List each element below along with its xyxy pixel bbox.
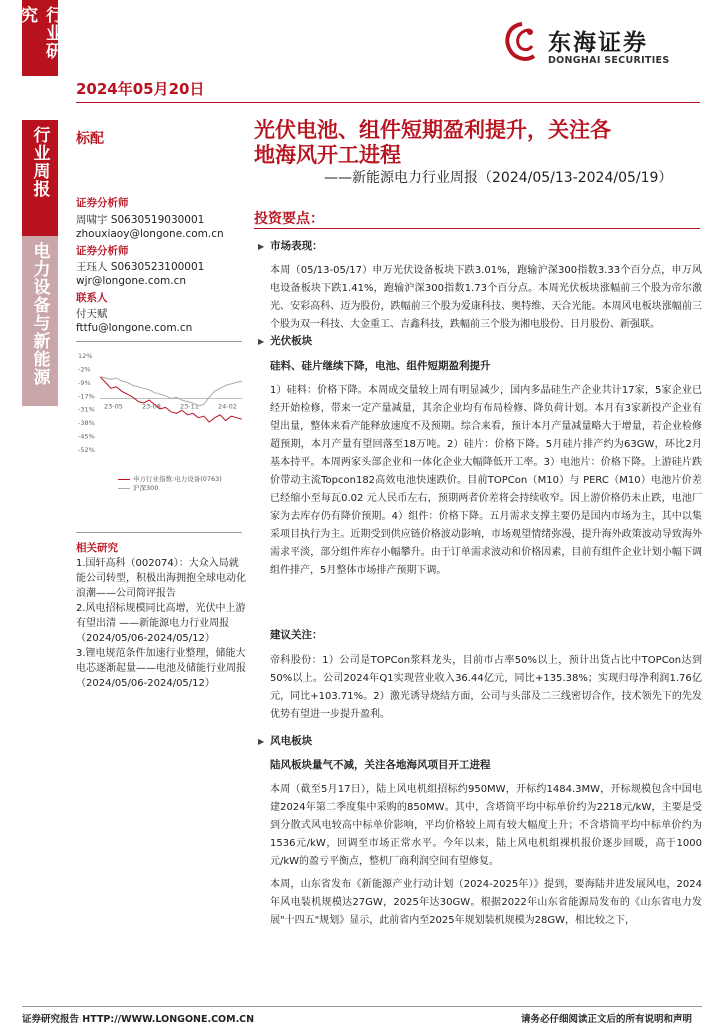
y-tick-label: -31% xyxy=(78,405,95,414)
legend-item-hs300 xyxy=(118,483,222,492)
wind-subheading: 陆风板块量气不减，关注各地海风项目开工进程 xyxy=(270,759,491,771)
header-divider xyxy=(76,102,700,103)
bullet-triangle-icon: ▶ xyxy=(258,337,265,346)
key-points-heading: 投资要点： xyxy=(254,211,324,227)
legend-label-hs300: 沪深300 xyxy=(133,484,159,492)
related-item[interactable]: 2.风电招标规模同比高增，光伏中上游有望出清 ——新能源电力行业周报（2024/05/06-2024/05/12） xyxy=(76,603,246,644)
analyst-1-email[interactable]: zhouxiaoy@longone.com.cn xyxy=(76,228,224,240)
x-tick-label: 23-05 xyxy=(104,402,123,411)
pv-subheading: 硅料、硅片继续下降，电池、组件短期盈利提升 xyxy=(270,360,491,372)
key-points-divider xyxy=(254,228,700,229)
y-tick-label: 12% xyxy=(78,352,93,360)
bullet-triangle-icon: ▶ xyxy=(258,242,265,251)
report-title-line2: 地海风开工进程 xyxy=(254,143,401,167)
contact-name: 付天赋 xyxy=(76,308,108,320)
focus-heading: 建议关注： xyxy=(270,629,323,641)
wind-text-2: 本周，山东省发布《新能源产业行动计划（2024-2025年）》提到，要海陆并进发展风电，2024年风电装机规模达27GW，2025年达30GW。根据2022年山东省能源局发布的《山东省电力发展"十四五"规划》显示，此前省内至2025年规划装机规模为28GW，相比较之下， xyxy=(270,879,702,926)
wind-bullet xyxy=(258,733,312,748)
report-series-label: 行业周报 xyxy=(29,126,50,198)
report-type-label: 行业研究 xyxy=(17,6,62,60)
logo-name: 东海证券 xyxy=(548,30,648,56)
related-heading: 相关研究 xyxy=(76,542,118,554)
sector-band xyxy=(22,236,58,406)
y-tick-label: -45% xyxy=(78,432,95,441)
related-item[interactable]: 1.国轩高科（002074）：大众入局就能公司转型，积极出海拥抱全球电动化浪潮——公司简评报告 xyxy=(76,558,246,599)
chart-legend xyxy=(118,474,222,492)
contact-role: 联系人 xyxy=(76,292,108,304)
logo-subtitle: DONGHAI SECURITIES xyxy=(548,55,670,66)
report-title-line1: 光伏电池、组件短期盈利提升，关注各 xyxy=(254,118,611,142)
focus-text: 帝科股份：1）公司是TOPCon浆料龙头，目前市占率50%以上，预计出货占比中TOPCon达到50%以上。公司2024年Q1实现营业收入36.44亿元，同比+135.38%；实现归母净利润1.76亿元，同比+103.71%。2）激光诱导烧结方面，公司与头部及二三线密切合作，技术领先下的先发优势有望进一步提升盈利。 xyxy=(270,655,702,720)
related-item[interactable]: 3.锂电规范条件加速行业整理，储能大电芯逐渐起量——电池及储能行业周报（2024/05/06-2024/05/12） xyxy=(76,648,246,689)
x-tick-label: 23-08 xyxy=(142,402,161,411)
wind-text-1: 本周（截至5月17日），陆上风电机组招标约950MW，开标约1484.3MW，开标规模包含中国电建2024年第二季度集中采购的850MW。其中，含塔筒平均中标单价约为2218元/kW，主要是受到分散式风电较高中标单价影响，平均价格较上周有较大幅度上升；不含塔筒平均中标单价约为1536元/kW，回调至市场正常水平。今年以来，陆上风电机组裸机报价逐步回暖，高于1000元/kW的盈亏平衡点，整机厂商利润空间有望修复。 xyxy=(270,784,702,867)
x-tick-label: 23-11 xyxy=(180,402,199,411)
y-tick-label: -9% xyxy=(78,378,91,387)
wind-label: 风电板块 xyxy=(270,735,313,747)
legend-label-sector: 申万行业指数:电力设备(0763) xyxy=(133,475,222,483)
chart-divider xyxy=(76,532,242,533)
report-subtitle: ——新能源电力行业周报（2024/05/13-2024/05/19） xyxy=(324,170,673,186)
legend-item-sector xyxy=(118,474,222,483)
analyst-1-name: 周啸宇 S0630519030001 xyxy=(76,214,205,226)
market-bullet xyxy=(258,238,323,253)
analyst-2-role: 证券分析师 xyxy=(76,245,129,257)
analyst-divider xyxy=(76,341,242,342)
analyst-2-email[interactable]: wjr@longone.com.cn xyxy=(76,275,187,287)
contact-email[interactable]: fttfu@longone.com.cn xyxy=(76,322,193,334)
bullet-triangle-icon: ▶ xyxy=(258,737,265,746)
y-tick-label: -17% xyxy=(78,392,95,401)
pv-text: 1）硅料：价格下降。本周成交量较上周有明显减少，国内多晶硅生产企业共计17家，5家企业已经开始检修，带来一定产量减量，其余企业均有布局检修、降负荷计划。本月有3家新投产企业有望出量，整体来看产能释放速度不及预期。综合来看，预计本月产量减量略大于增量，若企业检修超预期，本月产量有望回落至18万吨。2）硅片：价格下降。5月硅片排产约为63GW，环比2月基本持平。本周两家头部企业和一体化企业大幅降低开工率。3）电池片：价格下降。上游硅片跌价带动主流Topcon182高效电池快速跌价。目前TOPCon（M10）与 PERC（M10）电池片价差已经缩小至每瓦0.02 元人民币左右，预期两者价差将会持续收窄。因上游价格仍未止跌，电池厂家为去库存仍有降价预期。4）组件：价格下降。五月需求支撑主要仍是国内市场为主，其中以集采项目执行为主。近期受到供应链价格波动影响，市场观望情绪弥漫，提升海外政策波动导致海外需求平淡，部分组件库存小幅攀升。由于订单需求波动和价格因素，目前有组件企业计划小幅下调组件排产，5月整体市场排产预期下调。 xyxy=(270,385,702,576)
pv-bullet xyxy=(258,333,312,348)
report-series-band xyxy=(22,120,58,236)
x-tick-label: 24-02 xyxy=(218,402,237,411)
series-line-sector xyxy=(100,377,242,423)
footer-disclaimer: 请务必仔细阅读正文后的所有说明和声明 xyxy=(521,1014,693,1024)
report-date: 2024年05月20日 xyxy=(76,80,205,98)
footer-divider xyxy=(22,1006,702,1007)
footer-left[interactable]: 证券研究报告 HTTP://WWW.LONGONE.COM.CN xyxy=(22,1014,255,1024)
performance-chart xyxy=(76,350,246,468)
rating: 标配 xyxy=(76,131,104,147)
logo-icon xyxy=(500,20,544,68)
y-tick-label: -2% xyxy=(78,365,91,374)
analyst-2-name: 王珏人 S0630523100001 xyxy=(76,261,205,273)
market-text: 本周（05/13-05/17）申万光伏设备板块下跌3.01%，跑输沪深300指数3.33个百分点，申万风电设备板块下跌1.41%，跑输沪深300指数1.73个百分点。本周光伏板块涨幅前三个股为帝尔激光、安彩高科、迈为股份，跌幅前三个股为爱康科技、奥特维、天合光能。本周风电板块涨幅前三个股为双一科技、大金重工、吉鑫科技，跌幅前三个股为湘电股份、日月股份、新强联。 xyxy=(270,265,702,330)
report-type-band xyxy=(17,0,62,76)
y-tick-label: -38% xyxy=(78,419,95,428)
market-label: 市场表现： xyxy=(270,240,323,252)
pv-label: 光伏板块 xyxy=(270,335,313,347)
y-tick-label: -52% xyxy=(78,446,95,454)
analyst-1-role: 证券分析师 xyxy=(76,197,129,209)
sector-label: 电力设备与新能源 xyxy=(29,242,50,386)
